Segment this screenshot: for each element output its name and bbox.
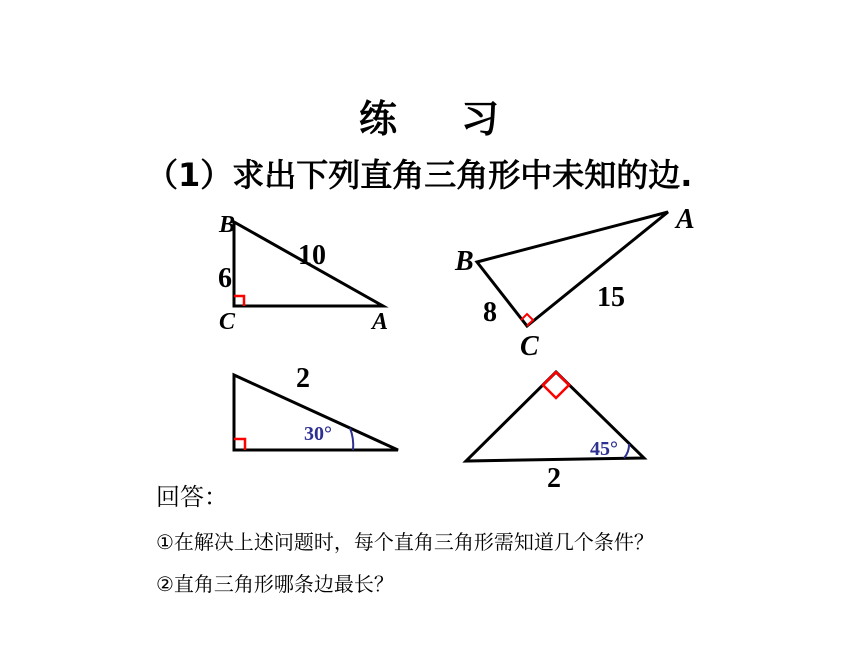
- side-label-hypotenuse: 2: [296, 363, 310, 394]
- angle-arc: [624, 444, 629, 458]
- angle-arc: [350, 428, 353, 450]
- question-1: ①在解决上述问题时，每个直角三角形需知道几个条件？: [156, 530, 654, 554]
- angle-label: 45°: [590, 438, 618, 460]
- figure-3-triangle: [234, 363, 398, 450]
- side-label-ac: 15: [597, 282, 625, 313]
- side-label-hypotenuse: 2: [547, 463, 561, 494]
- side-label-bc: 8: [483, 297, 497, 328]
- side-label-hypotenuse: 10: [298, 240, 326, 271]
- angle-label: 30°: [304, 423, 332, 445]
- vertex-label-b: B: [219, 212, 236, 238]
- exercise-prompt: （1）求出下列直角三角形中未知的边.: [146, 156, 693, 194]
- right-angle-mark: [543, 372, 569, 398]
- vertex-label-c: C: [219, 309, 236, 335]
- side-label-leg: 6: [218, 263, 232, 294]
- answer-label: 回答：: [156, 483, 228, 511]
- vertex-label-a: A: [372, 309, 389, 335]
- figure-2-triangle: [454, 204, 695, 362]
- vertex-label-a: A: [676, 204, 695, 235]
- figure-1-triangle: [218, 212, 388, 335]
- title-char-1: 练: [358, 97, 399, 141]
- title-char-2: 习: [461, 97, 502, 141]
- figure-4-triangle: [466, 372, 644, 494]
- question-2: ②直角三角形哪条边最长？: [156, 572, 394, 596]
- right-angle-mark: [234, 439, 245, 450]
- vertex-label-c: C: [520, 331, 539, 362]
- vertex-label-b: B: [455, 246, 474, 277]
